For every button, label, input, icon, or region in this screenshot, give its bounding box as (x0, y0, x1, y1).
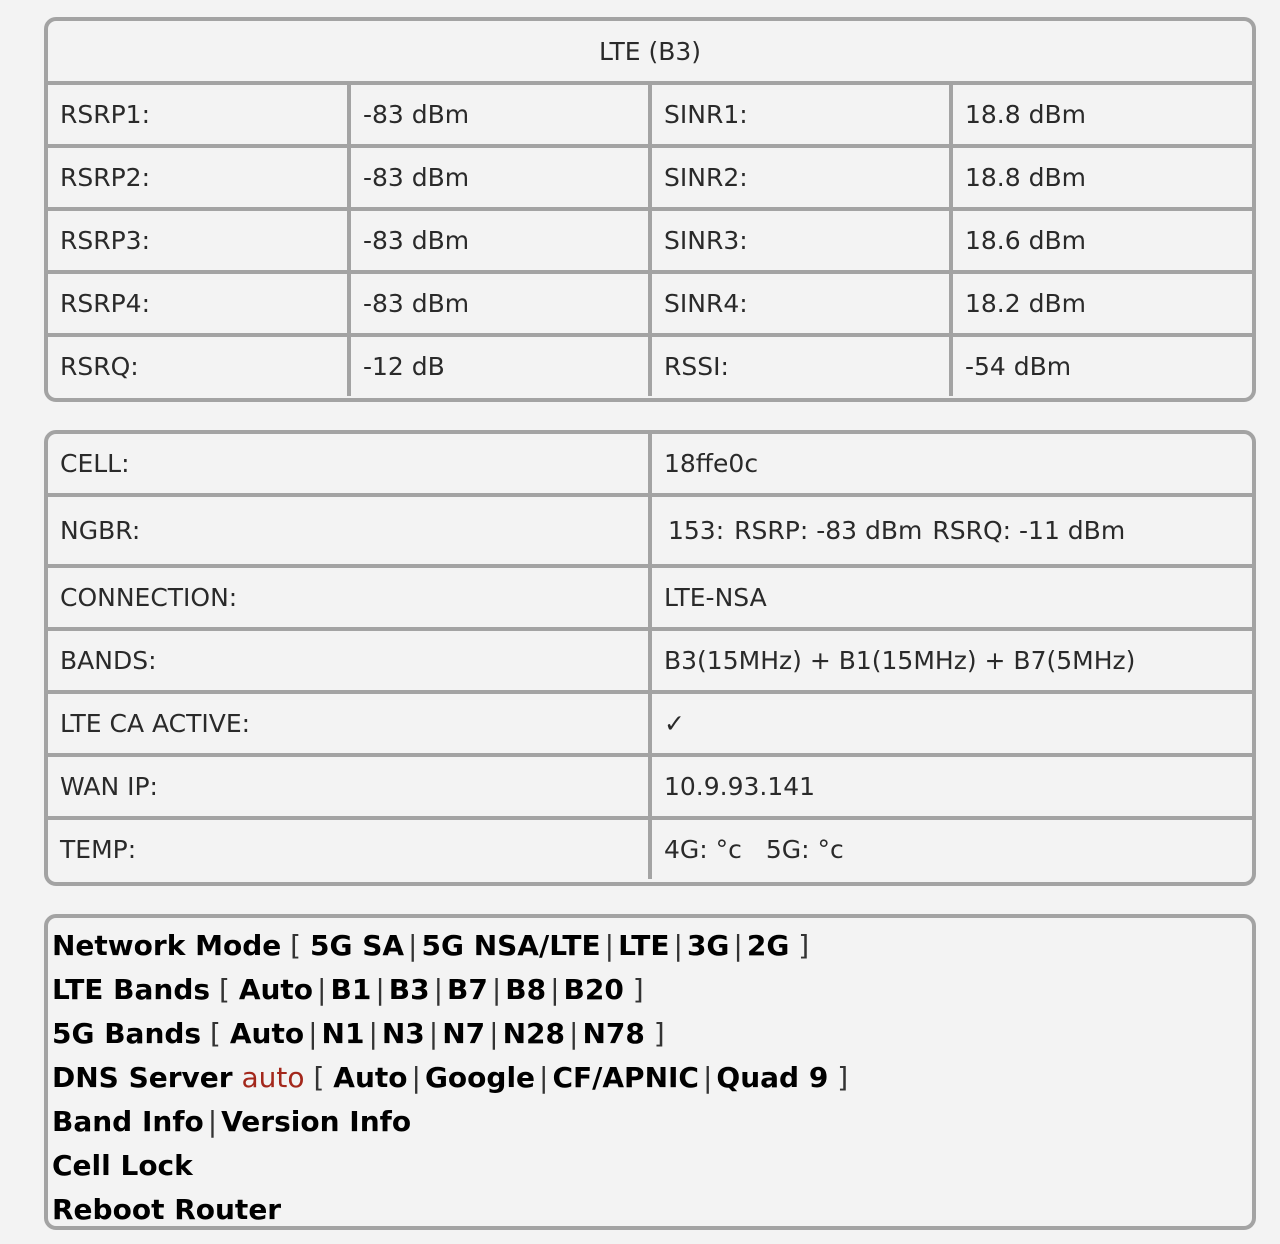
separator: | (368, 1017, 378, 1050)
bracket-close: ] (798, 929, 810, 962)
nr-band-n78[interactable]: N78 (582, 1017, 645, 1050)
table-row (48, 692, 1252, 755)
network-mode-label: Network Mode (52, 929, 282, 962)
rsrp4-value: -83 dBm (349, 272, 650, 335)
signal-table (48, 21, 1252, 396)
separator: | (491, 973, 502, 1006)
dns-label: DNS Server (52, 1061, 233, 1094)
rsrp1-value: -83 dBm (349, 83, 650, 146)
separator: | (702, 1061, 713, 1094)
table-row (48, 146, 1252, 209)
sinr1-value: 18.8 dBm (951, 83, 1252, 146)
reboot-router-link[interactable]: Reboot Router (52, 1193, 282, 1226)
temp-4g: 4G: °c (664, 835, 742, 864)
ngbr-rsrq: RSRQ: -11 dBm (932, 516, 1126, 545)
dns-cf-apnic[interactable]: CF/APNIC (552, 1061, 699, 1094)
rssi-label: RSSI: (650, 335, 951, 396)
band-info-link[interactable]: Band Info (52, 1105, 204, 1138)
dns-quad9[interactable]: Quad 9 (716, 1061, 829, 1094)
lte-band-auto[interactable]: Auto (238, 973, 314, 1006)
info-panel (44, 430, 1256, 886)
bands-value: B3(15MHz) + B1(15MHz) + B7(5MHz) (650, 629, 1252, 692)
nr-band-auto[interactable]: Auto (229, 1017, 305, 1050)
table-row (48, 272, 1252, 335)
separator: | (433, 973, 444, 1006)
separator: | (317, 973, 327, 1006)
separator: | (733, 929, 743, 962)
bands-label: BANDS: (48, 629, 650, 692)
cell-lock-line (52, 1144, 1252, 1188)
table-row (48, 566, 1252, 629)
bracket-close: ] (837, 1061, 849, 1094)
ngbr-label: NGBR: (48, 495, 650, 566)
table-row (48, 434, 1252, 495)
table-row (48, 209, 1252, 272)
nr-bands-line (52, 1012, 1252, 1056)
rssi-value: -54 dBm (951, 335, 1252, 396)
separator: | (375, 973, 385, 1006)
separator: | (408, 929, 418, 962)
ca-check-icon: ✓ (650, 692, 1252, 755)
table-row (48, 83, 1252, 146)
lte-band-b7[interactable]: B7 (447, 973, 488, 1006)
sinr2-value: 18.8 dBm (951, 146, 1252, 209)
network-mode-lte[interactable]: LTE (618, 929, 670, 962)
nr-bands-label: 5G Bands (52, 1017, 202, 1050)
nr-band-n1[interactable]: N1 (321, 1017, 365, 1050)
nr-band-n3[interactable]: N3 (381, 1017, 425, 1050)
separator: | (308, 1017, 318, 1050)
ngbr-pci: 153: (668, 516, 725, 545)
bracket-open: [ (218, 973, 230, 1006)
separator: | (428, 1017, 439, 1050)
separator: | (207, 1105, 218, 1138)
temp-5g: 5G: °c (765, 835, 844, 864)
ngbr-rsrp: RSRP: -83 dBm (734, 516, 923, 545)
nr-band-n28[interactable]: N28 (502, 1017, 565, 1050)
menu-panel (44, 914, 1256, 1230)
table-row (48, 755, 1252, 818)
dns-line (52, 1056, 1252, 1100)
rsrp2-label: RSRP2: (48, 146, 349, 209)
separator: | (411, 1061, 421, 1094)
network-mode-line (52, 924, 1252, 968)
table-row (48, 629, 1252, 692)
rsrp3-value: -83 dBm (349, 209, 650, 272)
separator: | (489, 1017, 499, 1050)
sinr1-label: SINR1: (650, 83, 951, 146)
dns-current-value: auto (241, 1061, 305, 1094)
temp-value (650, 818, 1252, 879)
bracket-open: [ (210, 1017, 221, 1050)
lte-bands-label: LTE Bands (52, 973, 211, 1006)
bracket-close: ] (632, 973, 644, 1006)
connection-value: LTE-NSA (650, 566, 1252, 629)
bracket-close: ] (653, 1017, 665, 1050)
separator: | (604, 929, 615, 962)
rsrq-value: -12 dB (349, 335, 650, 396)
separator: | (539, 1061, 549, 1094)
separator: | (673, 929, 683, 962)
ngbr-value (650, 495, 1252, 566)
nr-band-n7[interactable]: N7 (442, 1017, 486, 1050)
info-links-line (52, 1100, 1252, 1144)
network-mode-2g[interactable]: 2G (746, 929, 790, 962)
separator: | (569, 1017, 579, 1050)
lte-band-b1[interactable]: B1 (330, 973, 372, 1006)
network-mode-3g[interactable]: 3G (686, 929, 730, 962)
cell-label: CELL: (48, 434, 650, 495)
sinr4-value: 18.2 dBm (951, 272, 1252, 335)
wan-ip-value: 10.9.93.141 (650, 755, 1252, 818)
signal-panel (44, 17, 1256, 402)
rsrp1-label: RSRP1: (48, 83, 349, 146)
network-mode-5g-sa[interactable]: 5G SA (309, 929, 405, 962)
ca-label: LTE CA ACTIVE: (48, 692, 650, 755)
dns-google[interactable]: Google (424, 1061, 536, 1094)
table-row (48, 818, 1252, 879)
table-row (48, 335, 1252, 396)
connection-label: CONNECTION: (48, 566, 650, 629)
lte-band-b8[interactable]: B8 (505, 973, 547, 1006)
cell-value: 18ffe0c (650, 434, 1252, 495)
bracket-open: [ (313, 1061, 325, 1094)
info-table (48, 434, 1252, 879)
bracket-open: [ (290, 929, 302, 962)
version-info-link[interactable]: Version Info (221, 1105, 412, 1138)
rsrp3-label: RSRP3: (48, 209, 349, 272)
lte-bands-line (52, 968, 1252, 1012)
sinr3-label: SINR3: (650, 209, 951, 272)
rsrq-label: RSRQ: (48, 335, 349, 396)
sinr4-label: SINR4: (650, 272, 951, 335)
dns-auto[interactable]: Auto (333, 1061, 408, 1094)
table-row (48, 495, 1252, 566)
rsrp4-label: RSRP4: (48, 272, 349, 335)
cell-lock-link[interactable]: Cell Lock (52, 1149, 193, 1182)
separator: | (550, 973, 560, 1006)
rsrp2-value: -83 dBm (349, 146, 650, 209)
sinr3-value: 18.6 dBm (951, 209, 1252, 272)
temp-label: TEMP: (48, 818, 650, 879)
signal-header: LTE (B3) (48, 21, 1252, 83)
wan-ip-label: WAN IP: (48, 755, 650, 818)
network-mode-5g-nsa[interactable]: 5G NSA/LTE (421, 929, 601, 962)
reboot-line (52, 1188, 1252, 1230)
sinr2-label: SINR2: (650, 146, 951, 209)
lte-band-b20[interactable]: B20 (563, 973, 624, 1006)
lte-band-b3[interactable]: B3 (388, 973, 430, 1006)
